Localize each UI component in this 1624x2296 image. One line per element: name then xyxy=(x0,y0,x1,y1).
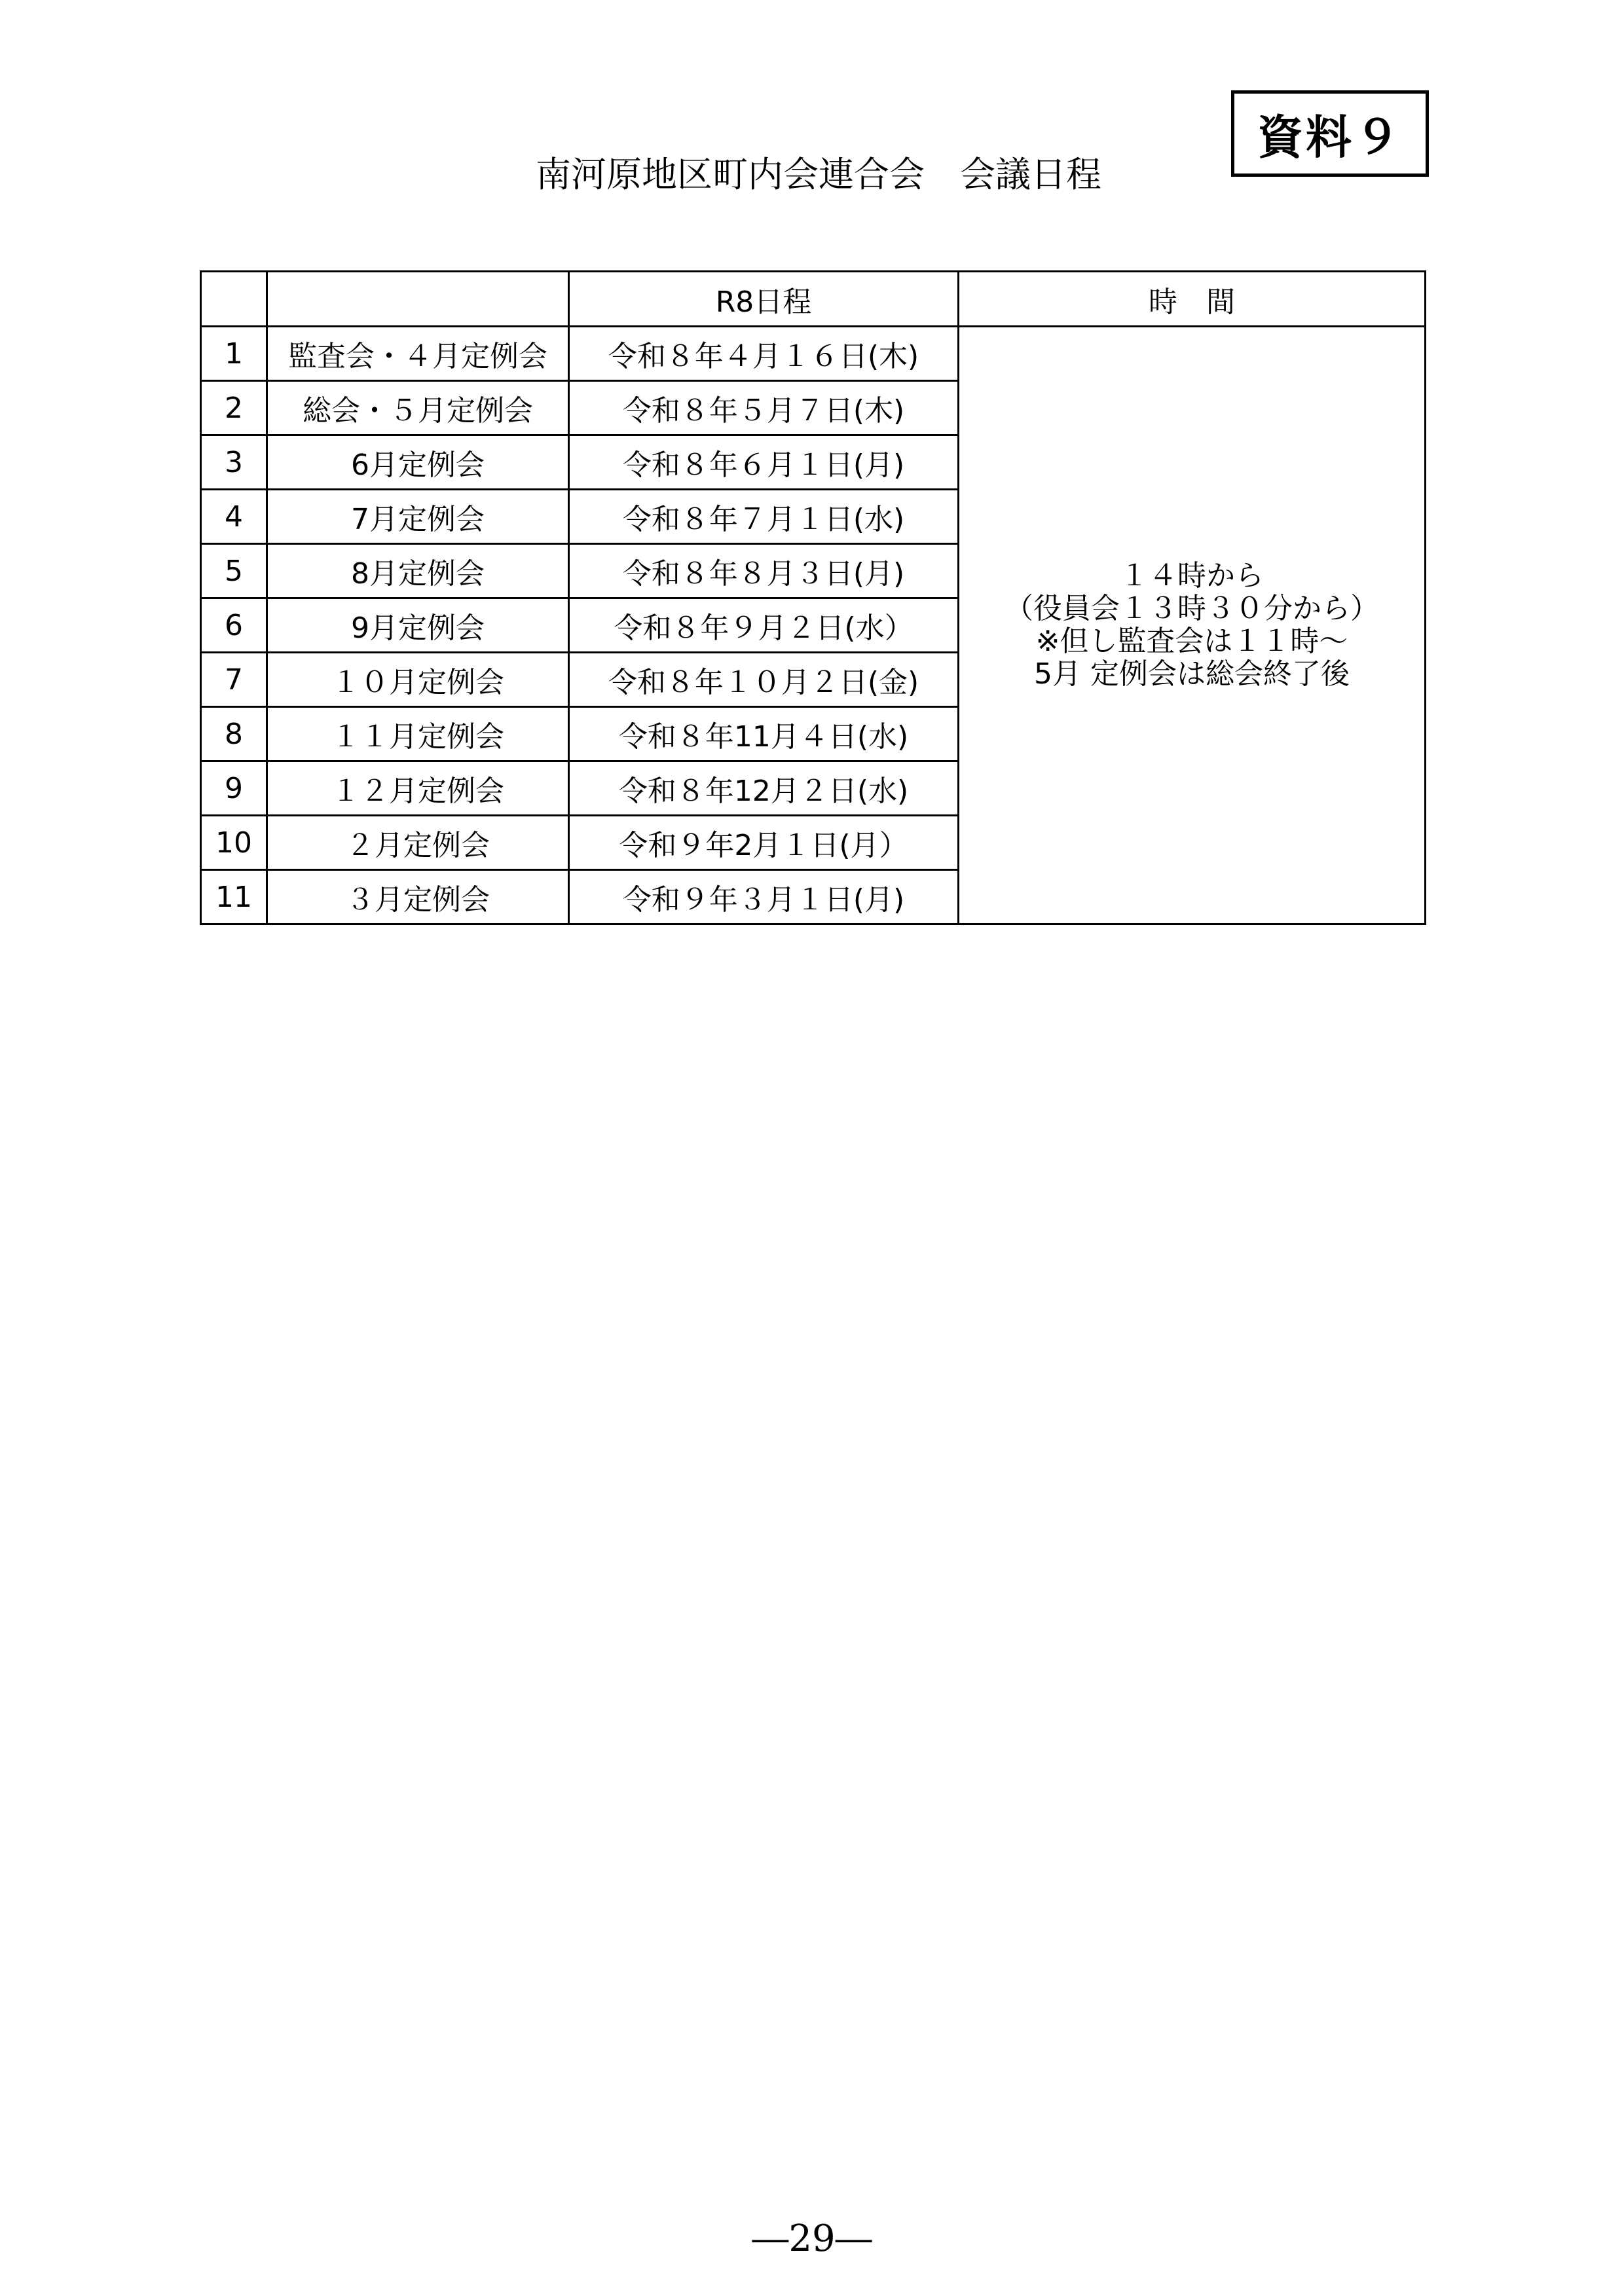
meeting-date: 令和８年６月１日(月) xyxy=(569,435,959,490)
meeting-date: 令和８年８月３日(月) xyxy=(569,544,959,598)
meeting-name: ２月定例会 xyxy=(267,816,569,870)
meeting-name: １１月定例会 xyxy=(267,707,569,761)
row-number: 1 xyxy=(201,327,267,381)
meeting-name: 6月定例会 xyxy=(267,435,569,490)
meeting-name: 9月定例会 xyxy=(267,598,569,653)
header-meeting xyxy=(267,272,569,327)
header-time: 時 間 xyxy=(959,272,1426,327)
time-note xyxy=(959,327,1426,924)
row-number: 5 xyxy=(201,544,267,598)
meeting-date: 令和８年１０月２日(金) xyxy=(569,653,959,707)
meeting-name: ３月定例会 xyxy=(267,870,569,924)
row-number: 7 xyxy=(201,653,267,707)
time-note-line: １４時から xyxy=(1120,559,1264,592)
time-note-line: （役員会１３時３０分から） xyxy=(1005,592,1379,625)
row-number: 6 xyxy=(201,598,267,653)
schedule-table xyxy=(200,270,1426,925)
time-note-line: ※但し監査会は１１時～ xyxy=(1035,625,1348,658)
row-number: 9 xyxy=(201,761,267,816)
header-date: R8日程 xyxy=(569,272,959,327)
row-number: 3 xyxy=(201,435,267,490)
meeting-name: １０月定例会 xyxy=(267,653,569,707)
meeting-name: 監査会・４月定例会 xyxy=(267,327,569,381)
row-number: 8 xyxy=(201,707,267,761)
page-number: ―29― xyxy=(752,2217,872,2260)
page-title: 南河原地区町内会連合会 会議日程 xyxy=(536,154,1101,195)
table-row xyxy=(201,327,1426,381)
table-header-row xyxy=(201,272,1426,327)
meeting-name: 8月定例会 xyxy=(267,544,569,598)
row-number: 11 xyxy=(201,870,267,924)
meeting-date: 令和９年３月１日(月) xyxy=(569,870,959,924)
meeting-date: 令和８年５月７日(木) xyxy=(569,381,959,435)
meeting-date: 令和８年７月１日(水) xyxy=(569,490,959,544)
meeting-name: 7月定例会 xyxy=(267,490,569,544)
meeting-date: 令和８年４月１６日(木) xyxy=(569,327,959,381)
row-number: 4 xyxy=(201,490,267,544)
row-number: 10 xyxy=(201,816,267,870)
meeting-name: 総会・５月定例会 xyxy=(267,381,569,435)
meeting-date: 令和９年2月１日(月） xyxy=(569,816,959,870)
meeting-date: 令和８年12月２日(水) xyxy=(569,761,959,816)
document-label: 資料９ xyxy=(1231,90,1429,177)
meeting-date: 令和８年11月４日(水) xyxy=(569,707,959,761)
meeting-date: 令和８年９月２日(水） xyxy=(569,598,959,653)
meeting-name: １２月定例会 xyxy=(267,761,569,816)
time-note-line: 5月 定例会は総会終了後 xyxy=(1034,657,1350,691)
row-number: 2 xyxy=(201,381,267,435)
header-no xyxy=(201,272,267,327)
